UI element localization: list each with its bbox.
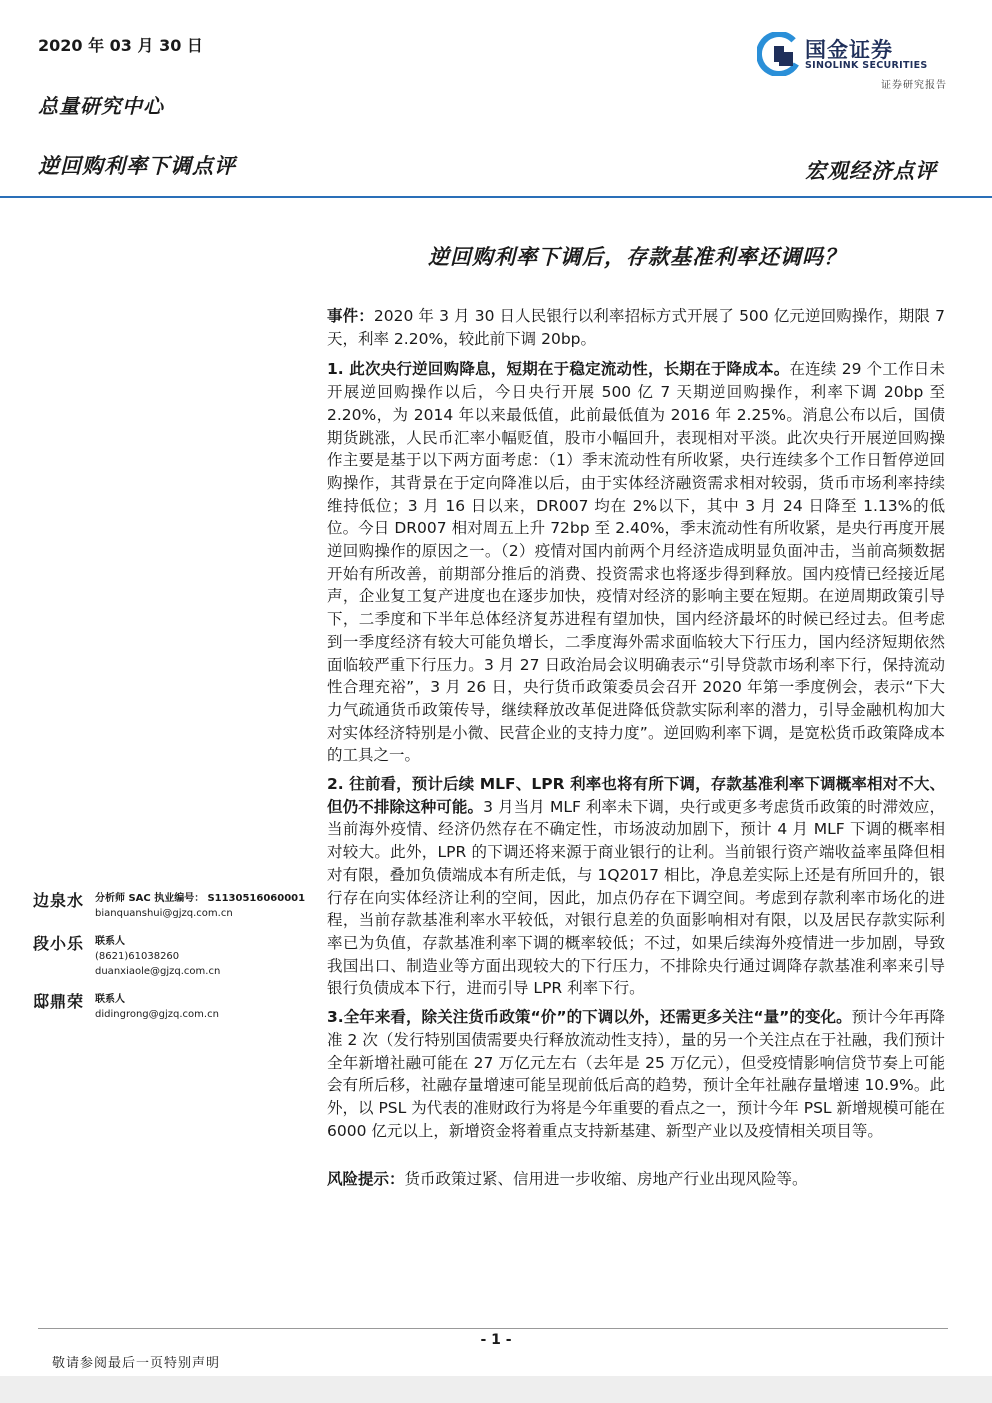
report-body — [327, 305, 945, 1197]
analyst-phone: (8621)61038260 — [95, 951, 180, 962]
analyst-name: 段小乐 — [33, 934, 85, 953]
point-1-paragraph — [327, 358, 945, 767]
event-label: 事件： — [327, 307, 374, 325]
analyst-email[interactable]: bianquanshui@gjzq.com.cn — [95, 908, 233, 919]
analyst-sac-id: S1130516060001 — [207, 893, 306, 904]
risk-text: 货币政策过紧、信用进一步收缩、房地产行业出现风险等。 — [404, 1170, 808, 1189]
department-label: 总量研究中心 — [38, 94, 164, 118]
point-3-text: 预计今年再降准 2 次（发行特别国债需要央行释放流动性支持），量的另一个关注点在于社融，我们预计全年新增社融可能在 27 万亿元左右（去年是 25 万亿元），但受疫情影响信贷节奏上可能会有所后移，社融存量增速可能呈现前低后高的趋势，预计全年社融存量增速 10.9%。此外，以 PSL 为代表的准财政行为将是今年重要的看点之一，预计今年 PSL 新增规模可能在 6000 亿元以上，新增资金将着重点支持新基建、新型产业以及疫情相关项目等。 — [327, 1008, 945, 1140]
point-1-heading: 1. 此次央行逆回购降息，短期在于稳定流动性，长期在于降成本。 — [327, 360, 790, 379]
logo-subtitle: 证券研究报告 — [881, 80, 947, 91]
risk-paragraph — [327, 1168, 945, 1191]
disclaimer-note: 敬请参阅最后一页特别声明 — [52, 1356, 221, 1371]
analyst-name: 邸鼎荣 — [33, 992, 85, 1011]
analyst-role: 分析师 SAC 执业编号： — [95, 893, 205, 904]
analyst-entry — [33, 888, 313, 921]
company-logo — [757, 30, 947, 92]
logo-name-cn: 国金证券 — [805, 38, 893, 62]
analyst-entry — [33, 989, 313, 1022]
point-2-heading: 2. 往前看，预计后续 MLF、LPR 利率也将有所下调，存款基准利率下调概率相对不大、但仍不排除这种可能。 — [327, 775, 945, 816]
point-2-paragraph — [327, 773, 945, 1000]
page-number: - 1 - — [480, 1332, 512, 1348]
analyst-email[interactable]: duanxiaole@gjzq.com.cn — [95, 966, 221, 977]
report-title-left: 逆回购利率下调点评 — [38, 154, 236, 178]
footer-divider — [38, 1328, 948, 1329]
event-paragraph — [327, 305, 945, 350]
report-date: 2020 年 03 月 30 日 — [38, 36, 203, 55]
analyst-email[interactable]: didingrong@gjzq.com.cn — [95, 1009, 219, 1020]
point-1-text: 在连续 29 个工作日未开展逆回购操作以后，今日央行开展 500 亿 7 天期逆回购操作，利率下调 20bp 至 2.20%，为 2014 年以来最低值，此前最低值为 2016 年 2.25%。消息公布以后，国债期货跳涨，人民币汇率小幅贬值，股市小幅回升，表现相对平淡。此次央行开展逆回购操作主要是基于以下两方面考虑：（1）季末流动性有所收紧，央行连续多个工作日暂停逆回购操作，其背景在于定向降准以后，由于实体经济融资需求相对较弱，货币市场利率持续维持低位；3 月 16 日以来，DR007 均在 2%以下，其中 3 月 24 日降至 1.13%的低位。今日 DR007 相对周五上升 72bp 至 2.40%，季末流动性有所收紧，是央行再度开展逆回购操作的原因之一。（2）疫情对国内前两个月经济造成明显负面冲击，当前高频数据开始有所改善，前期部分推后的消费、投资需求也将逐步得到释放。国内疫情已经接近尾声，企业复工复产进度也在逐步加快，疫情对经济的影响主要在短期。在逆周期政策引导下，二季度和下半年总体经济复苏进程有望加快，国内经济最坏的时候已经过去。但考虑到一季度经济有较大可能负增长，二季度海外需求面临较大下行压力，国内经济短期依然面临较严重下行压力。3 月 27 日政治局会议明确表示“引导贷款市场利率下行，保持流动性合理充裕”，3 月 26 日，央行货币政策委员会召开 2020 年第一季度例会，表示“下大力气疏通货币政策传导，继续释放改革促进降低贷款实际利率的潜力，引导金融机构加大对实体经济特别是小微、民营企业的支持力度”。逆回购利率下调，是宽松货币政策降成本的工具之一。 — [327, 360, 946, 765]
analyst-role: 联系人 — [95, 936, 125, 947]
header-divider — [0, 196, 992, 198]
analyst-list — [33, 888, 313, 1032]
point-2-text: 3 月当月 MLF 利率未下调，央行或更多考虑货币政策的时滞效应，当前海外疫情、经济仍然存在不确定性，市场波动加剧下，预计 4 月 MLF 下调的概率相对较大。此外，LPR 的下调还将来源于商业银行的让利。当前银行资产端收益率虽降但相对有限，叠加负债端成本有所走低，与 1Q2017 相比，净息差实际上还是有所回升的，银行存在向实体经济让利的空间，因此，加点仍存在下调空间。考虑到存款利率市场化的进程，当前存款基准利率水平较低，对银行息差的负面影响相对有限，以及居民存款实际利率已为负值，存款基准利率下调的概率较低；不过，如果后续海外疫情进一步加剧，导致我国出口、制造业等方面出现较大的下行压力，不排除央行通过调降存款基准利率来引导银行负债成本下行，进而引导 LPR 利率下行。 — [327, 797, 945, 998]
analyst-name: 边泉水 — [33, 891, 85, 910]
logo-name-en: SINOLINK SECURITIES — [805, 60, 928, 71]
report-type-label: 宏观经济点评 — [805, 159, 937, 183]
point-3-paragraph — [327, 1006, 945, 1142]
event-text: 2020 年 3 月 30 日人民银行以利率招标方式开展了 500 亿元逆回购操作，期限 7 天，利率 2.20%，较此前下调 20bp。 — [327, 307, 945, 348]
footer-band — [0, 1376, 992, 1403]
main-heading: 逆回购利率下调后，存款基准利率还调吗？ — [428, 245, 846, 269]
risk-label: 风险提示： — [327, 1170, 405, 1189]
point-3-heading: 3.全年来看，除关注货币政策“价”的下调以外，还需更多关注“量”的变化。 — [327, 1008, 852, 1027]
analyst-entry — [33, 931, 313, 979]
analyst-role: 联系人 — [95, 994, 125, 1005]
sinolink-logo-icon — [757, 32, 801, 76]
